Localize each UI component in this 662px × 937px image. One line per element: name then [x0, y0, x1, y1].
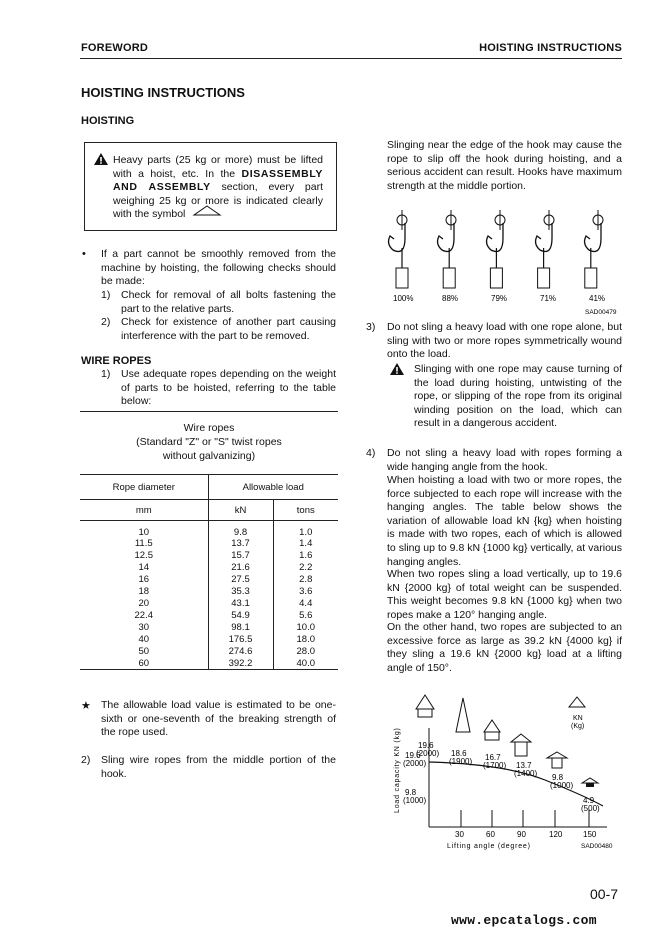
- hook-figure: [487, 210, 507, 303]
- x-tick: 150: [583, 830, 597, 839]
- table-cell: 20: [80, 598, 208, 610]
- hook-edge-text: Slinging near the edge of the hook may cause the rope to slip off the hook during hoisting, and a serious accident can result. Hooks have maximum strength at the middle portion.: [387, 139, 622, 192]
- warning-text-2: with a hoist, etc. In the: [113, 167, 242, 180]
- item3-num: 3): [366, 321, 376, 333]
- bullet-item-1-num: 1): [101, 289, 111, 301]
- table-cell: 11.5: [80, 538, 208, 550]
- table-row: [80, 521, 338, 538]
- load-shape: [547, 752, 567, 758]
- load-shape: [586, 783, 594, 787]
- x-tick: 60: [486, 830, 495, 839]
- table-row: [80, 598, 338, 610]
- hook-diagram-code: SAD00479: [585, 309, 617, 316]
- graph-code: SAD00480: [581, 843, 613, 850]
- y-tick-kg: (2000): [403, 759, 427, 768]
- load-shape: [484, 720, 500, 732]
- y-tick: 9.8: [405, 788, 417, 797]
- wire-rope-table: [80, 474, 338, 670]
- graph-x-label: Lifting angle (degree): [447, 843, 531, 850]
- hook-diagram: [380, 208, 625, 318]
- hook-figure: [585, 210, 605, 303]
- table-cell: 14: [80, 562, 208, 574]
- hook-figure: [438, 210, 458, 303]
- load-shape: [418, 709, 432, 717]
- th-rope-diameter: Rope diameter: [80, 475, 208, 500]
- th-kn: kN: [208, 500, 273, 521]
- point-label-kg: (1900): [449, 757, 473, 766]
- table-cell: 54.9: [208, 610, 273, 622]
- wire-item-num: 1): [101, 368, 111, 380]
- wire-ropes-heading: WIRE ROPES: [81, 355, 152, 367]
- point-label: 19.6: [418, 741, 434, 750]
- page-number: 00-7: [590, 886, 619, 902]
- warning-icon: [93, 152, 109, 166]
- point-label: 9.8: [552, 773, 564, 782]
- point-label-kg: (2000): [416, 749, 440, 758]
- item4-text-1: Do not sling a heavy load with ropes forming a wide hanging angle from the hook.: [387, 447, 622, 473]
- table-cell: 4.4: [299, 598, 313, 609]
- table-cell: 50: [80, 646, 208, 658]
- table-cell: 1.6: [299, 550, 313, 561]
- table-cell: 30: [80, 622, 208, 634]
- hook-figure: [389, 210, 414, 303]
- table-row: [80, 646, 338, 658]
- table-row: [80, 658, 338, 670]
- load-shape: [416, 695, 434, 709]
- graph-legend-kn: KN: [573, 715, 583, 722]
- table-cell: 5.6: [299, 610, 313, 621]
- note-text: The allowable load value is estimated to be one-sixth or one-seventh of the breaking strength of the rope used.: [101, 699, 336, 739]
- load-shape: [456, 698, 470, 732]
- caption-line-1: Wire ropes: [183, 422, 235, 434]
- table-row: [80, 634, 338, 646]
- point-label-kg: (1700): [483, 761, 507, 770]
- heavy-part-symbol-icon: [192, 205, 222, 217]
- load-capacity-graph: [385, 690, 625, 855]
- table-top-rule: [80, 411, 338, 412]
- load-shape: [485, 732, 499, 740]
- point-label-kg: (1400): [514, 769, 538, 778]
- bullet-item-2-num: 2): [101, 316, 111, 328]
- table-cell: 22.4: [80, 610, 208, 622]
- section-title: HOISTING: [81, 115, 135, 127]
- hook-percent-label: 79%: [491, 294, 508, 303]
- table-row: [80, 538, 338, 550]
- caption-line-2: (Standard "Z" or "S" twist ropes: [136, 435, 282, 448]
- graph-y-label: Load capacity KN (kg): [394, 727, 401, 813]
- item4-text-3: When two ropes sling a load vertically, up to 19.6 kN {2000 kg} of total weight can be suspended. This weight becomes 9.8 kN {1000 kg} when two ropes make a 120° hanging angle.: [387, 568, 622, 621]
- th-allowable-load: Allowable load: [242, 481, 304, 493]
- load-shape: [515, 742, 527, 756]
- table-cell: 40.0: [296, 657, 315, 669]
- star-icon: ★: [81, 700, 91, 712]
- load-shape: [511, 734, 531, 742]
- bullet-item-1: Check for removal of all bolts fastening the part to the relative parts.: [121, 289, 336, 315]
- table-cell: 12.5: [80, 550, 208, 562]
- warning-icon-2: [389, 362, 405, 376]
- hook-percent-label: 88%: [442, 294, 459, 303]
- warning-text-3: section, every part weighing 25 kg or more is indicated clearly with the symbol: [113, 181, 323, 221]
- legend-load-icon: [569, 697, 585, 707]
- table-cell: 1.0: [299, 526, 313, 538]
- table-cell: 274.6: [208, 646, 273, 658]
- table-cell: 2.8: [299, 574, 313, 585]
- hook-percent-label: 41%: [589, 294, 606, 303]
- footer-watermark: www.epcatalogs.com: [451, 913, 597, 928]
- table-row: [80, 550, 338, 562]
- point-label: 13.7: [516, 761, 532, 770]
- table-cell: 10: [80, 521, 208, 538]
- table-cell: 40: [80, 634, 208, 646]
- table-cell: 3.6: [299, 586, 313, 597]
- table-row: [80, 586, 338, 598]
- item2-text: Sling wire ropes from the middle portion of the hook.: [101, 754, 336, 780]
- y-tick-kg: (1000): [403, 796, 427, 805]
- hook-percent-label: 100%: [393, 294, 414, 303]
- bullet-item-2: Check for existence of another part causing interference with the part to be removed.: [121, 316, 336, 342]
- th-mm: mm: [80, 500, 208, 521]
- table-cell: 21.6: [208, 562, 273, 574]
- table-cell: 15.7: [208, 550, 273, 562]
- table-row: [80, 622, 338, 634]
- warning-box: [84, 142, 337, 231]
- item4-num: 4): [366, 447, 376, 459]
- hook-figure: [536, 210, 556, 303]
- bullet-icon: •: [82, 248, 86, 260]
- graph-legend-kg: (Kg): [571, 723, 585, 730]
- x-tick: 90: [517, 830, 526, 839]
- bullet-text: If a part cannot be smoothly removed from the machine by hoisting, the following checks should be made:: [101, 248, 336, 288]
- header-left: FOREWORD: [81, 42, 148, 54]
- table-cell: 1.4: [299, 538, 313, 549]
- point-label-kg: (500): [581, 804, 600, 813]
- table-cell: 16: [80, 574, 208, 586]
- point-label: 4.9: [583, 796, 595, 805]
- load-shape: [552, 758, 562, 768]
- th-tons: tons: [296, 504, 315, 516]
- table-row: [80, 574, 338, 586]
- item4-text-4: On the other hand, two ropes are subjected to an excessive force as large as 39.2 kN {4000 kg} if they sling a 19.6 kN {2000 kg} load at a lifting angle of 150°.: [387, 621, 622, 674]
- table-cell: 43.1: [208, 598, 273, 610]
- point-label: 16.7: [485, 753, 501, 762]
- item3-warning: Slinging with one rope may cause turning of the load during hoisting, untwisting of the rope, or slipping of the rope from its original winding position on the load, which can result in a dangerous accident.: [414, 363, 622, 430]
- table-cell: 13.7: [208, 538, 273, 550]
- item3-text: Do not sling a heavy load with one rope alone, but sling with two or more ropes symmetrically wound onto the load.: [387, 321, 622, 361]
- table-cell: 9.8: [208, 521, 273, 538]
- table-cell: 10.0: [296, 622, 315, 633]
- x-tick: 120: [549, 830, 563, 839]
- table-cell: 35.3: [208, 586, 273, 598]
- table-cell: 392.2: [208, 658, 273, 670]
- point-label: 18.6: [451, 749, 467, 758]
- header-rule: [80, 58, 622, 59]
- table-cell: 27.5: [208, 574, 273, 586]
- item2-num: 2): [81, 754, 91, 766]
- table-cell: 60: [80, 658, 208, 670]
- page-title: HOISTING INSTRUCTIONS: [81, 85, 245, 100]
- warning-bold: DISASSEMBLY AND ASSEMBLY: [113, 167, 323, 194]
- caption-line-3: without galvanizing): [162, 449, 256, 462]
- warning-text-1: Heavy parts (25 kg or more) must be lifted: [113, 154, 323, 166]
- point-label-kg: (1000): [550, 781, 574, 790]
- hook-percent-label: 71%: [540, 294, 557, 303]
- table-row: [80, 562, 338, 574]
- table-cell: 2.2: [299, 562, 313, 573]
- table-row: [80, 610, 338, 622]
- item4-text-2: When hoisting a load with two or more ropes, the force subjected to each rope will increase with the hanging angles. The table below shows the variation of allowable load kN {kg} when hoisting is made with two ropes, each of which is allowed to sling up to 9.8 kN {1000 kg} vertically, at various hanging angles.: [387, 474, 622, 568]
- load-shape: [582, 778, 598, 783]
- table-cell: 18.0: [296, 634, 315, 645]
- table-cell: 98.1: [208, 622, 273, 634]
- header-right: HOISTING INSTRUCTIONS: [479, 42, 622, 54]
- wire-item-text: Use adequate ropes depending on the weight of parts to be hoisted, referring to the table below:: [121, 368, 336, 408]
- table-cell: 28.0: [296, 646, 315, 657]
- y-tick: 19.6: [405, 751, 421, 760]
- table-cell: 18: [80, 586, 208, 598]
- table-caption: [80, 422, 338, 463]
- x-tick: 30: [455, 830, 464, 839]
- table-cell: 176.5: [208, 634, 273, 646]
